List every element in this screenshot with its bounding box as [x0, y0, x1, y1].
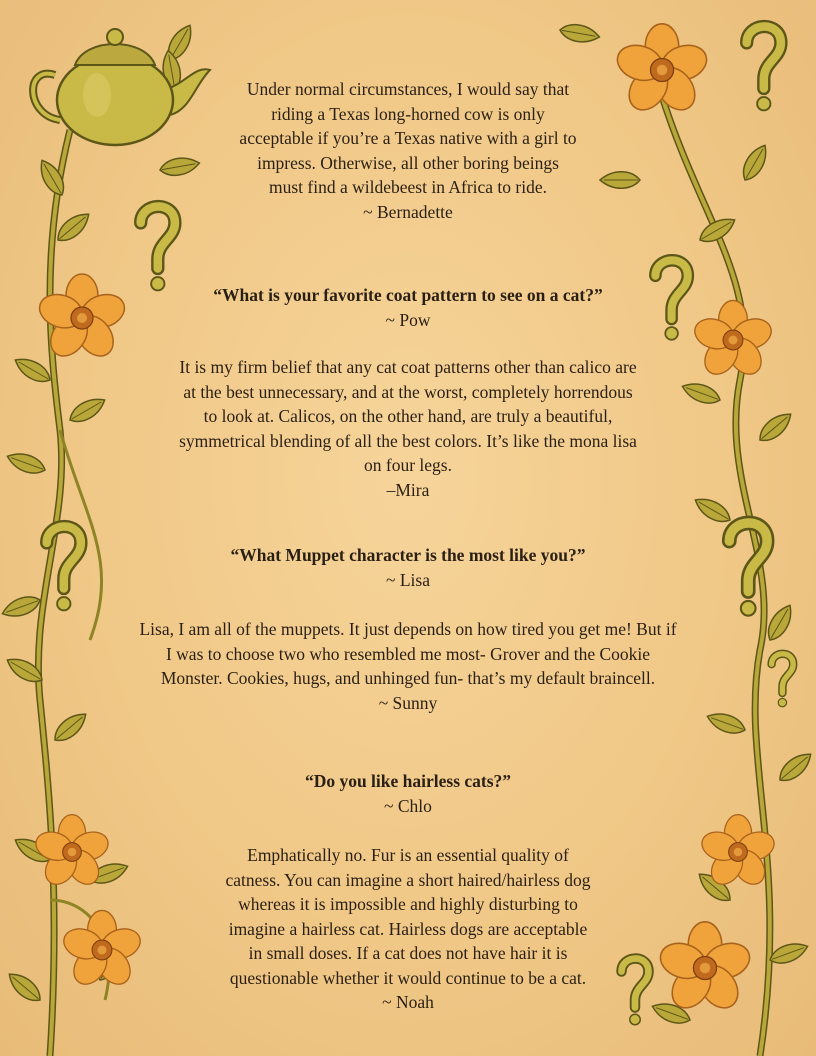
answer-line: must find a wildebeest in Africa to ride.	[269, 177, 547, 197]
qa-hairless-cats	[0, 769, 816, 818]
answer-line: to look at. Calicos, on the other hand, are truly a beautiful,	[203, 406, 613, 426]
answer-bernadette	[0, 77, 816, 224]
question-text: “Do you like hairless cats?”	[304, 771, 512, 791]
answer-line: It is my firm belief that any cat coat patterns other than calico are	[179, 357, 637, 377]
answer-author: ~ Sunny	[378, 692, 438, 713]
answer-line: impress. Otherwise, all other boring beings	[257, 152, 559, 173]
answer-line: at the best unnecessary, and at the worst, completely horrendous	[183, 381, 633, 402]
answer-line: in small doses. If a cat does not have hair it is	[248, 943, 568, 963]
question-text: “What is your favorite coat pattern to see on a cat?”	[213, 285, 603, 305]
answer-line: catness. You can imagine a short haired/hairless dog	[225, 869, 591, 890]
answer-author: –Mira	[386, 479, 430, 500]
answer-line: on four legs.	[364, 455, 452, 475]
answer-line: acceptable if you’re a Texas native with a girl to	[239, 128, 577, 148]
answer-mira	[0, 355, 816, 502]
answer-line: riding a Texas long-horned cow is only	[271, 103, 545, 124]
answer-line: Under normal circumstances, I would say that	[246, 79, 570, 99]
answer-line: whereas it is impossible and highly disturbing to	[238, 894, 578, 914]
question-asker: ~ Pow	[385, 309, 431, 330]
answer-sunny	[0, 617, 816, 715]
question-text: “What Muppet character is the most like you?”	[230, 545, 586, 565]
answer-line: I was to choose two who resembled me most- Grover and the Cookie	[165, 643, 651, 664]
question-asker: ~ Chlo	[384, 795, 432, 816]
answer-line: questionable whether it would continue to be a cat.	[229, 967, 587, 988]
qa-coat-pattern	[0, 283, 816, 332]
answer-noah	[0, 843, 816, 1015]
answer-author: ~ Bernadette	[363, 201, 453, 222]
answer-line: symmetrical blending of all the best colors. It’s like the mona lisa	[179, 430, 637, 451]
answer-line: Monster. Cookies, hugs, and unhinged fun- that’s my default braincell.	[160, 668, 656, 688]
answer-line: Emphatically no. Fur is an essential quality of	[247, 845, 569, 865]
qa-muppet	[0, 543, 816, 592]
answer-author: ~ Noah	[382, 992, 434, 1012]
question-asker: ~ Lisa	[386, 569, 430, 590]
answer-line: imagine a hairless cat. Hairless dogs are acceptable	[228, 918, 588, 939]
answer-line: Lisa, I am all of the muppets. It just depends on how tired you get me! But if	[139, 619, 677, 639]
